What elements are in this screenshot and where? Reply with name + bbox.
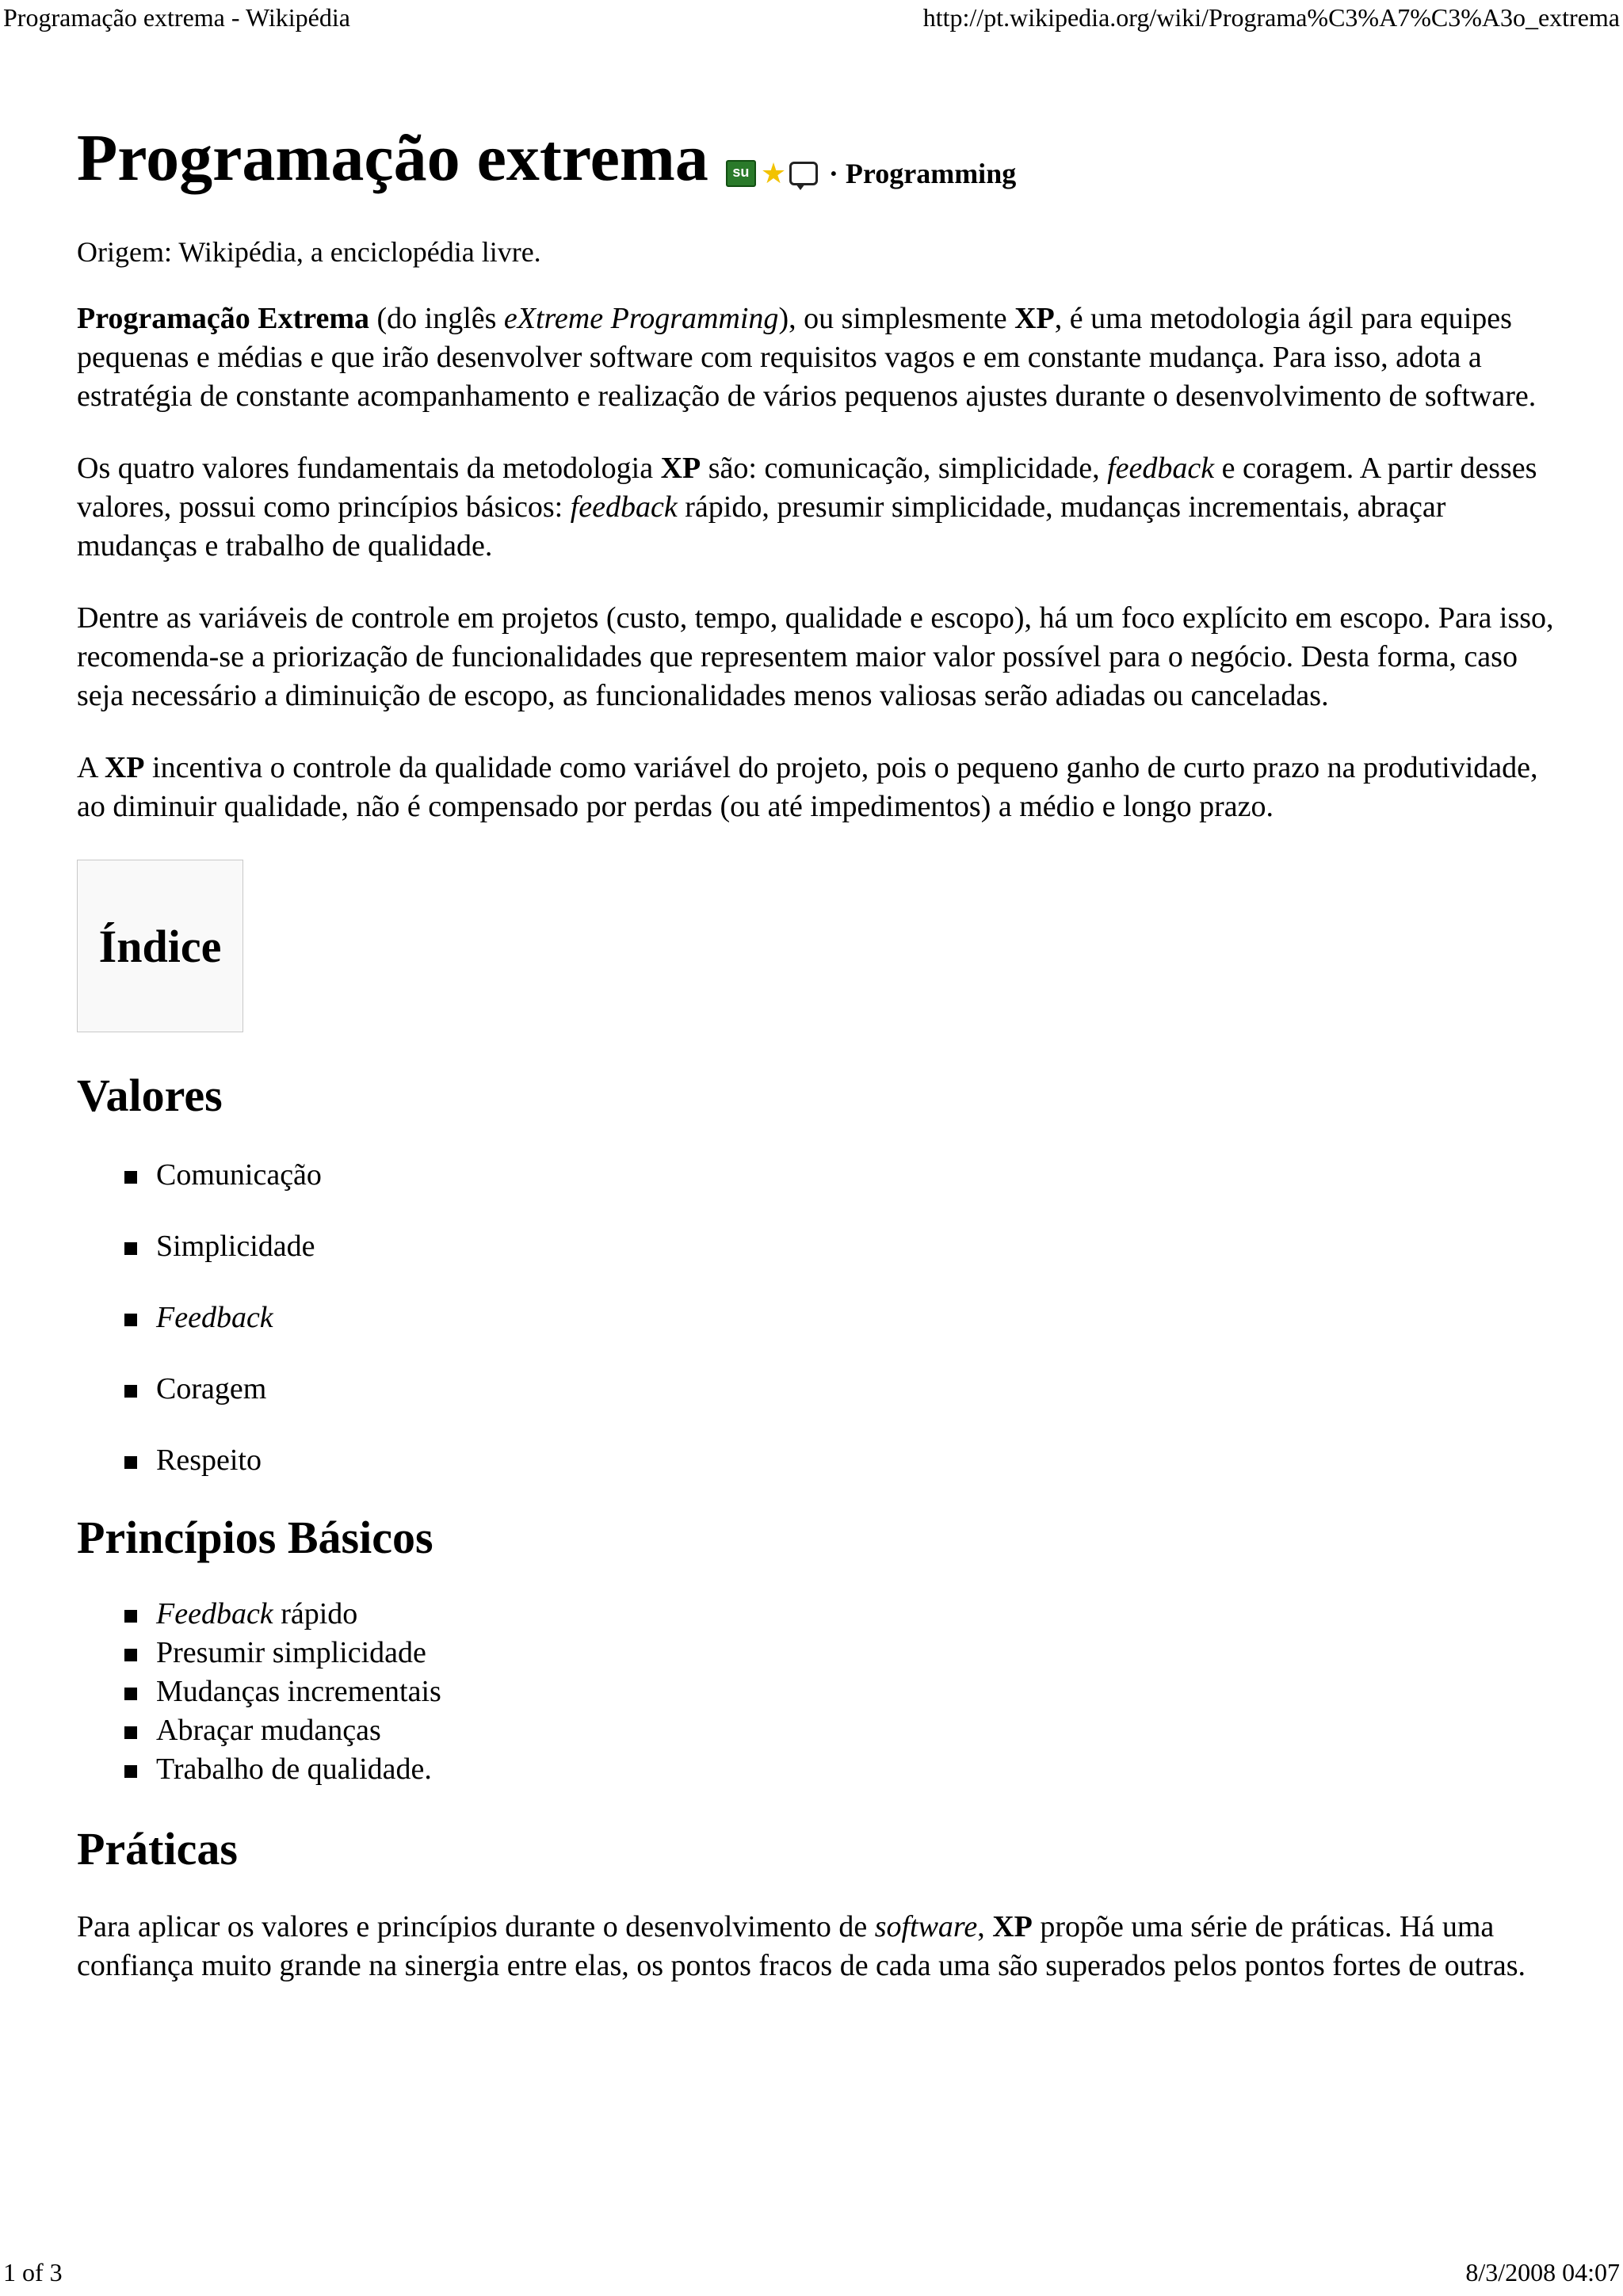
section-heading-principios: Princípios Básicos <box>77 1512 433 1563</box>
print-footer <box>0 2256 1623 2288</box>
text-run: , <box>977 1910 993 1943</box>
list-item: Respeito <box>124 1441 1567 1480</box>
origin-line: Origem: Wikipédia, a enciclopédia livre. <box>77 236 541 268</box>
title-icons <box>726 157 1016 190</box>
text-run: Os quatro valores fundamentais da metodologia <box>77 452 661 485</box>
intro-paragraph <box>77 299 1567 416</box>
table-of-contents <box>77 860 243 1032</box>
list-item: Abraçar mudanças <box>124 1711 1567 1750</box>
text-run: e coragem. A partir desses valores, possui como princípios básicos: <box>77 452 1537 524</box>
valores-list <box>77 1156 1567 1480</box>
section-heading-valores: Valores <box>77 1070 223 1121</box>
text-run: rápido <box>273 1597 358 1630</box>
text-run: (do inglês <box>369 302 504 335</box>
italic-term: Feedback <box>156 1301 273 1334</box>
quality-paragraph <box>77 749 1567 826</box>
list-item <box>124 1299 1567 1337</box>
comment-bubble-icon[interactable] <box>789 162 818 185</box>
bold-term: XP <box>660 452 701 485</box>
italic-term: feedback <box>570 490 678 524</box>
section-heading-praticas: Práticas <box>77 1823 238 1875</box>
italic-term: eXtreme Programming <box>503 302 779 335</box>
text-run: Para aplicar os valores e princípios durante o desenvolvimento de <box>77 1910 875 1943</box>
print-datetime: 8/3/2008 04:07 <box>1465 2258 1620 2286</box>
page-counter: 1 of 3 <box>3 2258 63 2286</box>
italic-term: Feedback <box>156 1597 273 1630</box>
list-item <box>124 1595 1567 1634</box>
article-content <box>77 111 1567 2019</box>
text-run: propõe uma série de práticas. Há uma confiança muito grande na sinergia entre elas, os pontos fracos de cada uma são superados pelos pontos fortes de outras. <box>77 1910 1526 1982</box>
bold-term: XP <box>104 751 145 784</box>
stumbleupon-icon[interactable]: su <box>726 160 756 187</box>
print-header-url: http://pt.wikipedia.org/wiki/Programa%C3%A7%C3%A3o_extrema <box>922 3 1620 32</box>
scope-paragraph: Dentre as variáveis de controle em projetos (custo, tempo, qualidade e escopo), há um foco explícito em escopo. Para isso, recomenda-se a priorização de funcionalidades que representem maior valor possível para o negócio. Desta forma, caso seja necessário a diminuição de escopo, as funcionalidades menos valiosas serão adiadas ou canceladas. <box>77 601 1554 712</box>
list-item: Simplicidade <box>124 1227 1567 1266</box>
text-run: ), ou simplesmente <box>778 302 1015 335</box>
list-item: Mudanças incrementais <box>124 1672 1567 1711</box>
text-run: incentiva o controle da qualidade como variável do projeto, pois o pequeno ganho de curto prazo na produtividade, ao diminuir qualidade, não é compensado por perdas (ou até impedimentos) a médio e longo prazo. <box>77 751 1538 823</box>
bold-term: XP <box>1014 302 1055 335</box>
bold-term: XP <box>992 1910 1033 1943</box>
text-run: , é uma metodologia ágil para equipes pequenas e médias e que irão desenvolver software com requisitos vagos e em constante mudança. Para isso, adota a estratégia de constante acompanhamento e realização de vários pequenos ajustes durante o desenvolvimento de software. <box>77 302 1537 413</box>
text-run: rápido, presumir simplicidade, mudanças incrementais, abraçar mudanças e trabalho de qualidade. <box>77 490 1446 563</box>
text-run: A <box>77 751 105 784</box>
principios-list <box>77 1595 1567 1789</box>
programming-link[interactable]: · Programming <box>828 158 1017 189</box>
list-item: Comunicação <box>124 1156 1567 1195</box>
values-paragraph <box>77 449 1567 566</box>
praticas-paragraph <box>77 1908 1567 1985</box>
list-item: Presumir simplicidade <box>124 1634 1567 1672</box>
page-title: Programação extrema <box>77 121 708 195</box>
list-item: Coragem <box>124 1370 1567 1409</box>
bold-term: Programação Extrema <box>77 302 369 335</box>
star-icon[interactable]: ★ <box>760 158 787 189</box>
italic-term: feedback <box>1107 452 1215 485</box>
toc-title: Índice <box>98 920 222 972</box>
title-row <box>77 111 1567 206</box>
list-item: Trabalho de qualidade. <box>124 1750 1567 1789</box>
text-run: são: comunicação, simplicidade, <box>701 452 1108 485</box>
print-header-title: Programação extrema - Wikipédia <box>3 3 350 32</box>
italic-term: software <box>874 1910 978 1943</box>
print-header <box>0 2 1623 33</box>
